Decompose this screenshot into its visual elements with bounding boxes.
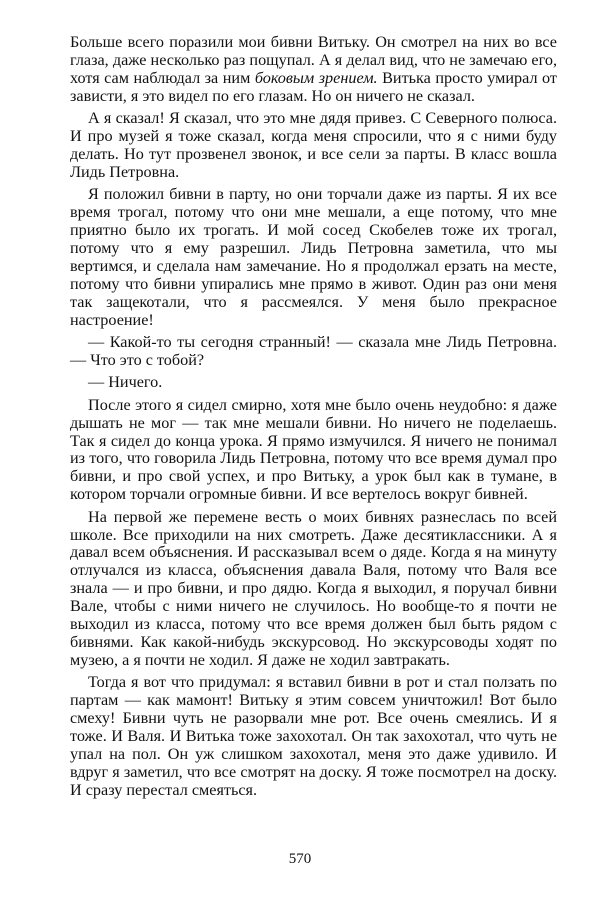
page-number: 570: [288, 851, 312, 867]
paragraph: [70, 34, 557, 106]
emphasized-text: боковым зрением.: [254, 68, 378, 87]
page-body: [70, 34, 557, 804]
paragraph: Я положил бивни в парту, но они торчали даже из парты. Я их все время трогал, потому что они мне мешали, а еще потому, что мне приятно было их трогать. И мой сосед Скобелев тоже их трогал, потому что я ему разрешил. Лидь Петровна заметила, что мы вертимся, и сделала нам замечание. Но я продолжал ерзать на месте, потому что бивни упирались мне прямо в живот. Один раз они меня так защекотали, что я рассмеялся. У меня было прекрасное настроение!: [70, 185, 557, 329]
paragraph: Тогда я вот что придумал: я вставил бивни в рот и стал ползать по партам — как мамонт! Витьку я этим совсем уничтожил! Вот было смеху! Бивни чуть не разорвали мне рот. Все очень смеялись. И я тоже. И Валя. И Витька тоже захохотал. Он так захохотал, что чуть не упал на пол. Он уж слишком захохотал, меня это даже удивило. И вдруг я заметил, что все смотрят на доску. Я тоже посмотрел на доску. И сразу перестал смеяться.: [70, 673, 557, 799]
paragraph: После этого я сидел смирно, хотя мне было очень неудобно: я даже дышать не мог — так мне мешали бивни. Но ничего не поделаешь. Так я сидел до конца урока. Я прямо измучился. Я ничего не понимал из того, что говорила Лидь Петровна, потому что все время думал про бивни, и про свой успех, и про Витьку, а урок был как в тумане, в котором торчали огромные бивни. И все вертелось вокруг бивней.: [70, 395, 557, 504]
paragraph: А я сказал! Я сказал, что это мне дядя привез. С Северного полюса. И про музей я тоже сказал, когда меня спросили, что я с ними буду делать. Но тут прозвенел звонок, и все сели за парты. В класс вошла Лидь Петровна.: [70, 109, 557, 181]
paragraph-text: Витька просто умирал от зависти, я это видел по его глазам. Но он ничего не сказал.: [70, 68, 557, 105]
dialogue-line: — Какой-то ты сегодня странный! — сказала мне Лидь Петровна.— Что это с тобой?: [70, 333, 557, 369]
paragraph: На первой же перемене весть о моих бивнях разнеслась по всей школе. Все приходили на них смотреть. Даже десятиклассники. А я давал всем объяснения. И рассказывал всем о дяде. Когда я на минуту отлучался из класса, объяснения давала Валя, потому что Валя все знала — и про бивни, и про дядю. Когда я выходил, я поручал бивни Вале, чтобы с ними ничего не случилось. Но вообще-то я почти не выходил из класса, потому что все время должен был быть рядом с бивнями. Как какой-нибудь экскурсовод. Но экскурсоводы ходят по музею, а я почти не ходил. Я даже не ходил завтракать.: [70, 507, 557, 669]
paragraph-text: Больше всего поразили мои бивни Витьку. Он смотрел на них во все глаза, даже несколько раз пощупал. А я делал вид, что не замечаю его, хотя сам наблюдал за ним: [70, 33, 557, 87]
dialogue-line: — Ничего.: [88, 373, 163, 392]
